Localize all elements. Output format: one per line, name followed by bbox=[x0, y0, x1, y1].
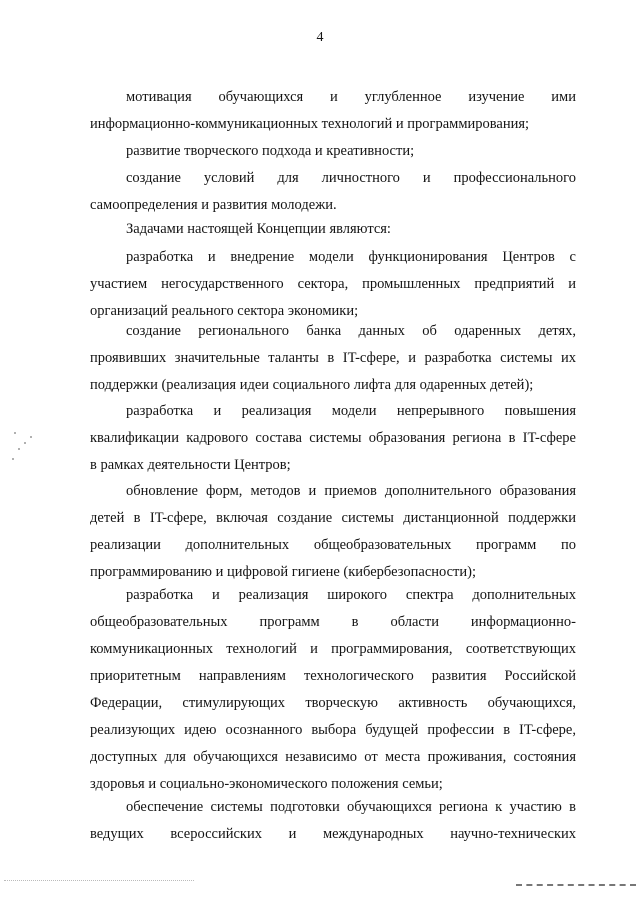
text-line: проявивших значительные таланты в IT-сфере, и разработка системы их bbox=[90, 350, 576, 366]
scan-specks bbox=[10, 430, 40, 470]
paragraph-1 bbox=[90, 84, 576, 138]
paragraph-5 bbox=[90, 244, 576, 325]
scan-edge-mark-left bbox=[4, 880, 194, 897]
text-line: обеспечение системы подготовки обучающихся региона к участию в bbox=[126, 799, 576, 815]
text-line: создание условий для личностного и профессионального bbox=[126, 170, 576, 186]
text-line: доступных для обучающихся независимо от места проживания, состояния bbox=[90, 749, 576, 765]
text-line: мотивация обучающихся и углубленное изучение ими bbox=[126, 89, 576, 105]
text-line: реализующих идею осознанного выбора будущей профессии в IT-сфере, bbox=[90, 722, 576, 738]
text-line: детей в IT-сфере, включая создание системы дистанционной поддержки bbox=[90, 510, 576, 526]
paragraph-9 bbox=[90, 582, 576, 798]
paragraph-8 bbox=[90, 478, 576, 586]
text-line: программированию и цифровой гигиене (кибербезопасности); bbox=[90, 564, 477, 580]
page-number: 4 bbox=[316, 30, 324, 45]
text-line: разработка и реализация модели непрерывного повышения bbox=[126, 403, 576, 419]
paragraph-6 bbox=[90, 318, 576, 399]
paragraph-4 bbox=[90, 216, 576, 243]
text-line: в рамках деятельности Центров; bbox=[90, 457, 291, 473]
text-line: ведущих всероссийских и международных научно-технических bbox=[90, 826, 576, 842]
paragraph-3 bbox=[90, 165, 576, 219]
text-line: создание регионального банка данных об одаренных детях, bbox=[126, 323, 576, 339]
text-line: общеобразовательных программ в области информационно- bbox=[90, 614, 576, 630]
text-line: разработка и внедрение модели функционирования Центров с bbox=[126, 249, 576, 265]
paragraph-2 bbox=[90, 138, 576, 165]
text-line: участием негосударственного сектора, промышленных предприятий и bbox=[90, 276, 576, 292]
text-line: разработка и реализация широкого спектра дополнительных bbox=[126, 587, 576, 603]
text-line: информационно-коммуникационных технологий и программирования; bbox=[90, 116, 530, 132]
text-line: Задачами настоящей Концепции являются: bbox=[126, 221, 391, 237]
text-line: поддержки (реализация идеи социального лифта для одаренных детей); bbox=[90, 377, 534, 393]
text-line: коммуникационных технологий и программирования, соответствующих bbox=[90, 641, 576, 657]
text-line: развитие творческого подхода и креативности; bbox=[126, 143, 415, 159]
paragraph-7 bbox=[90, 398, 576, 479]
paragraph-10 bbox=[90, 794, 576, 848]
text-line: Федерации, стимулирующих творческую активность обучающихся, bbox=[90, 695, 576, 711]
scan-edge-mark-right bbox=[516, 884, 636, 888]
text-line: обновление форм, методов и приемов дополнительного образования bbox=[126, 483, 576, 499]
text-line: реализации дополнительных общеобразовательных программ по bbox=[90, 537, 576, 553]
text-line: здоровья и социально-экономического положения семьи; bbox=[90, 776, 443, 792]
text-line: квалификации кадрового состава системы образования региона в IT-сфере bbox=[90, 430, 576, 446]
text-line: приоритетным направлениям технологического развития Российской bbox=[90, 668, 576, 684]
text-line: самоопределения и развития молодежи. bbox=[90, 197, 337, 213]
text-line: организаций реального сектора экономики; bbox=[90, 303, 359, 319]
